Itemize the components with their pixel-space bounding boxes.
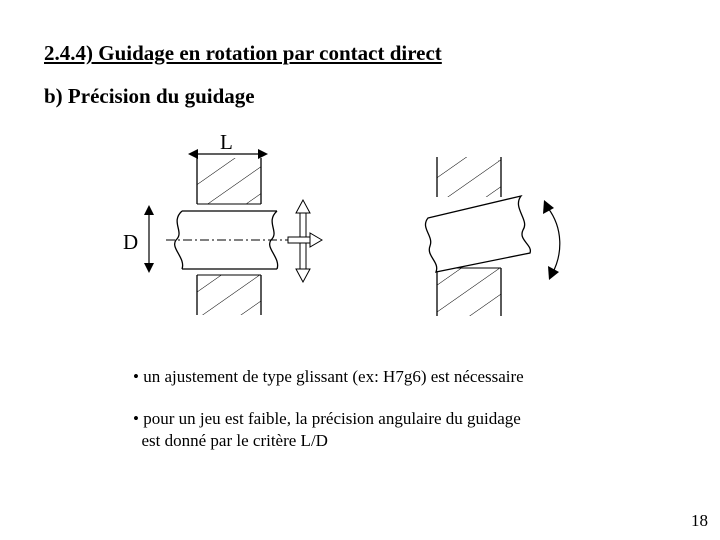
diameter-label: D xyxy=(123,230,139,254)
tilted-shaft xyxy=(425,196,530,272)
diameter-dimension xyxy=(144,205,154,273)
bullet-line: est donné par le critère L/D xyxy=(133,431,328,450)
right-figure xyxy=(425,157,559,316)
bore-upper-block xyxy=(197,158,261,204)
subsection-title: b) Précision du guidage xyxy=(44,84,255,108)
section-title: 2.4.4) Guidage en rotation par contact direct xyxy=(44,41,442,65)
bullet-line: • pour un jeu est faible, la précision angulaire du guidage xyxy=(133,409,521,428)
bore-lower-block xyxy=(197,275,261,315)
length-label: L xyxy=(220,130,233,154)
shaft xyxy=(166,211,300,269)
left-figure xyxy=(144,149,322,315)
tilted-bore-upper-block xyxy=(437,157,501,197)
bullet-item xyxy=(133,408,521,452)
bullet-line: • un ajustement de type glissant (ex: H7g6) est nécessaire xyxy=(133,367,524,386)
tilted-bore-lower-block xyxy=(437,268,501,316)
bullet-item xyxy=(133,366,524,388)
page-number: 18 xyxy=(691,511,708,530)
rotation-arrow xyxy=(543,200,560,280)
play-arrows xyxy=(288,200,322,282)
